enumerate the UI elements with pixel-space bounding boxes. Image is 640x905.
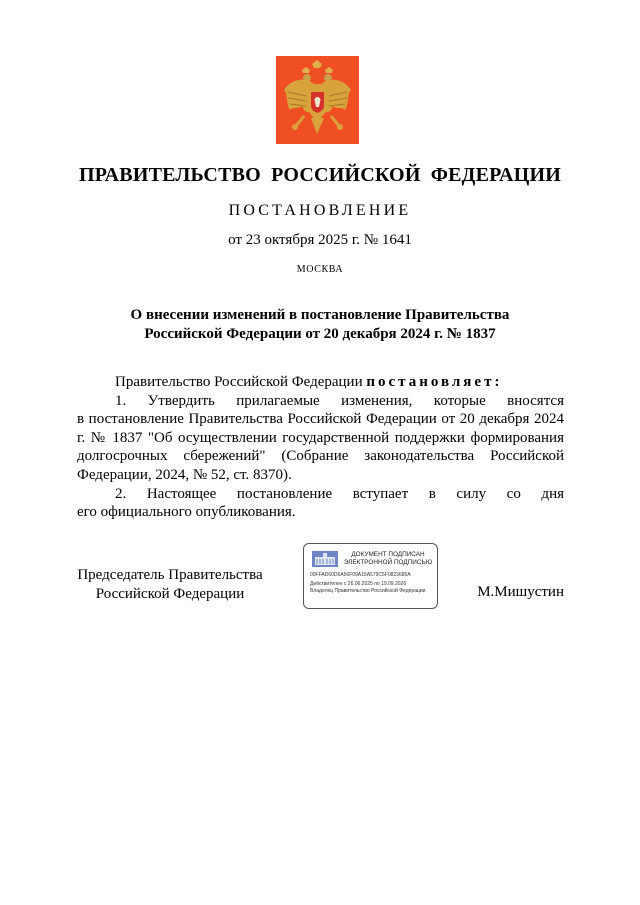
intro-text: Правительство Российской Федерации [115,374,367,390]
electronic-signature-stamp [303,543,438,609]
stamp-title [342,551,434,567]
intro-paragraph [77,373,564,392]
document-body [77,373,564,522]
position-line-2: Российской Федерации [95,585,245,602]
government-building-icon [312,551,338,567]
paragraph-1-rest: в постановление Правительства Российской Федерации от 20 декабря 2024 г. № 1837 "Об осуществлении государственной поддержки формирования долгосрочных сбережений" (Собрание законодательства Российской Федерации, 2024, № 52, ст. 8370). [77,411,564,483]
stamp-title-line-1: ДОКУМЕНТ ПОДПИСАН [351,551,425,558]
city: МОСКВА [296,264,344,275]
subject-line-1: О внесении изменений в постановление Правительства [130,307,510,323]
certificate-serial: 00FFAD60D6A56F09A15A579C5F0823685A [310,572,411,578]
paragraph-1-line-1: 1. Утвердить прилагаемые изменения, которые вносятся [115,392,564,409]
signatory-position [70,566,270,603]
paragraph-2-line-2: его официального опубликования. [77,504,296,521]
document-date-number: от 23 октября 2025 г. № 1641 [228,232,412,248]
certificate-owner: Владелец Правительство Российской Федерации [310,588,426,594]
stamp-title-line-2: ЭЛЕКТРОННОЙ ПОДПИСЬЮ [343,559,433,566]
government-title: ПРАВИТЕЛЬСТВО РОССИЙСКОЙ ФЕДЕРАЦИИ [79,164,561,186]
position-line-1: Председатель Правительства [77,567,263,583]
document-type: ПОСТАНОВЛЕНИЕ [228,202,412,219]
coat-of-arms-icon [276,56,359,144]
resolves-word: постановляет: [366,374,503,390]
paragraph-2-line-1: 2. Настоящее постановление вступает в силу со дня [115,485,564,502]
certificate-validity: Действителен с 26.06.2025 по 19.09.2026 [310,581,407,587]
signatory-name: М.Мишустин [477,584,564,600]
document-subject [100,306,540,344]
subject-line-2: Российской Федерации от 20 декабря 2024 г. № 1837 [144,326,496,342]
